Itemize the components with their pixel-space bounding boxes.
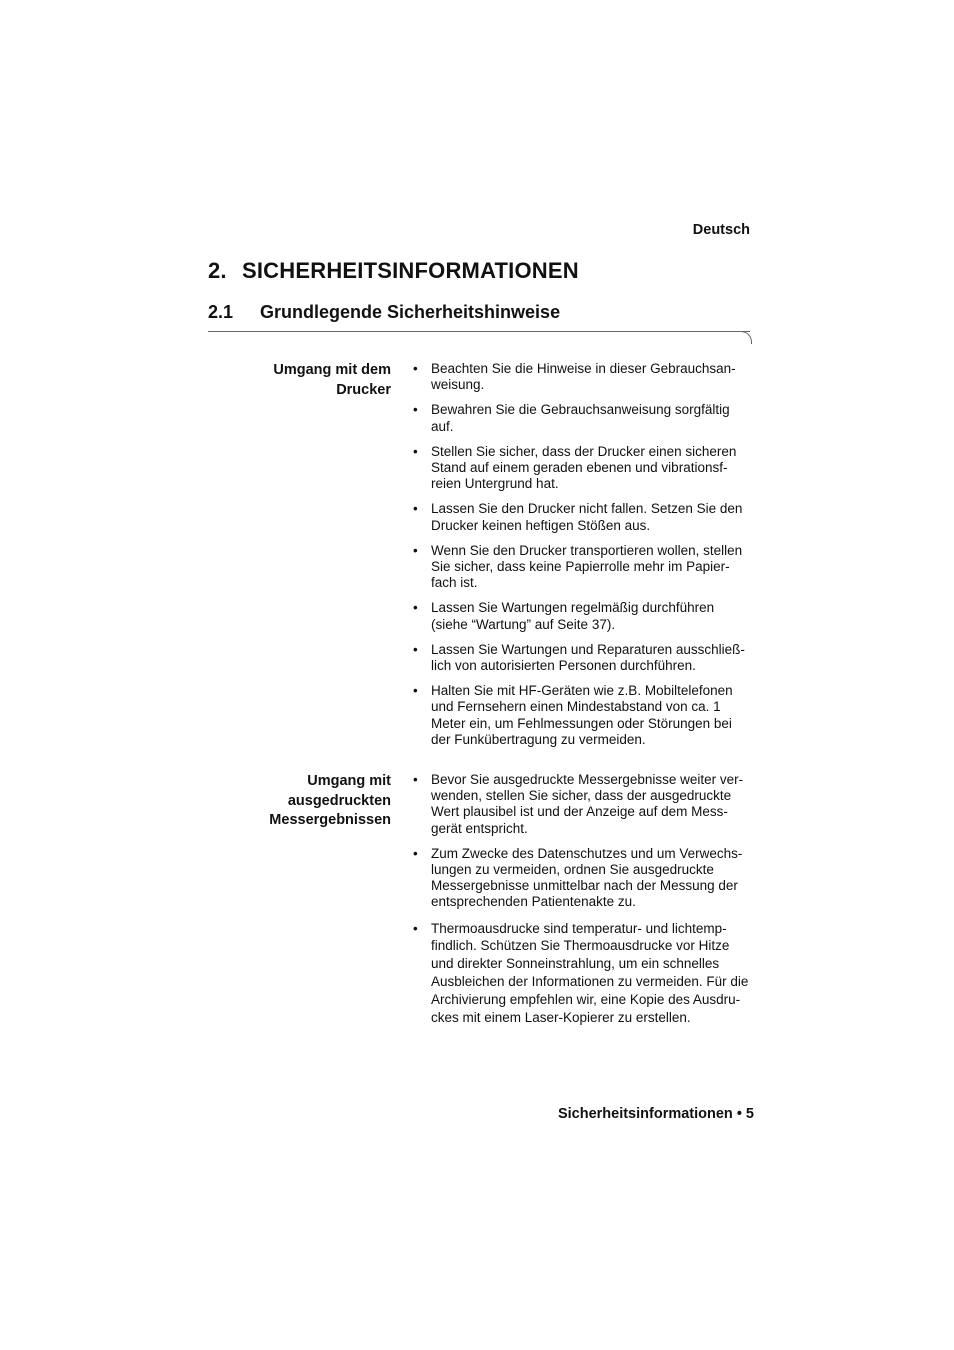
list-item-line: Bewahren Sie die Gebrauchsanweisung sorgfältig bbox=[431, 402, 730, 418]
bullet-icon: • bbox=[413, 772, 418, 787]
list-item-line: Sie sicher, dass keine Papierrolle mehr im Papier- bbox=[431, 559, 730, 575]
bullet-icon: • bbox=[413, 920, 418, 936]
list-item-line: Lassen Sie Wartungen und Reparaturen ausschließ- bbox=[431, 641, 745, 657]
list-item-line: Bevor Sie ausgedruckte Messergebnisse weiter ver- bbox=[431, 772, 744, 787]
list-item bbox=[412, 772, 756, 837]
block-label-line: ausgedruckten bbox=[287, 792, 391, 809]
list-item bbox=[412, 543, 756, 592]
list-item bbox=[412, 444, 756, 493]
list-item-line: fach ist. bbox=[431, 575, 478, 591]
block-label-line: Messergebnissen bbox=[269, 812, 391, 828]
block-label-line: Umgang mit dem bbox=[273, 362, 391, 378]
list-item-line: entsprechenden Patientenakte zu. bbox=[431, 894, 636, 910]
bullet-icon: • bbox=[413, 683, 418, 699]
list-item-line: ckes mit einem Laser-Kopierer zu erstellen. bbox=[431, 1009, 691, 1025]
chapter-number: 2. bbox=[208, 258, 227, 283]
section-number: 2.1 bbox=[208, 302, 234, 322]
block-label-line: Drucker bbox=[336, 381, 391, 398]
bullet-icon: • bbox=[413, 542, 418, 558]
list-item bbox=[412, 402, 756, 434]
bullet-icon: • bbox=[413, 641, 418, 657]
list-item-line: lich von autorisierten Personen durchführen. bbox=[431, 658, 696, 674]
section-heading bbox=[208, 302, 560, 323]
list-item-line: und Fernsehern einen Mindestabstand von ca. 1 bbox=[431, 699, 721, 715]
block-label bbox=[208, 361, 391, 400]
block-label-line: Umgang mit bbox=[307, 773, 391, 789]
section-divider bbox=[208, 331, 750, 332]
list-item bbox=[412, 683, 756, 748]
list-item-line: Ausbleichen der Informationen zu vermeiden. Für die bbox=[431, 974, 749, 990]
list-item-line: Halten Sie mit HF-Geräten wie z.B. Mobiltelefonen bbox=[431, 683, 733, 699]
bullet-icon: • bbox=[413, 361, 418, 376]
list-item-line: gerät entspricht. bbox=[431, 820, 528, 836]
list-item-line: lungen zu vermeiden, ordnen Sie ausgedruckte bbox=[431, 862, 714, 878]
list-item-line: Stellen Sie sicher, dass der Drucker einen sicheren bbox=[431, 443, 737, 459]
list-item-line: Lassen Sie den Drucker nicht fallen. Setzen Sie den bbox=[431, 501, 743, 517]
list-item-line: Messergebnisse unmittelbar nach der Messung der bbox=[431, 878, 738, 894]
chapter-heading bbox=[208, 258, 579, 284]
list-item-line: Thermoausdrucke sind temperatur- und lichtemp- bbox=[431, 920, 727, 936]
list-item bbox=[412, 501, 756, 533]
list-item-line: Beachten Sie die Hinweise in dieser Gebrauchsan- bbox=[431, 361, 736, 376]
list-item-line: findlich. Schützen Sie Thermoausdrucke vor Hitze bbox=[431, 938, 730, 954]
bullet-list bbox=[412, 361, 756, 757]
list-item-line: weisung. bbox=[431, 377, 485, 393]
bullet-list bbox=[412, 772, 756, 1035]
list-item bbox=[412, 920, 756, 1027]
list-item-line: Wenn Sie den Drucker transportieren wollen, stellen bbox=[431, 542, 743, 558]
list-item-line: der Funkübertragung zu vermeiden. bbox=[431, 731, 646, 747]
list-item-line: Wert plausibel ist und der Anzeige auf dem Mess- bbox=[431, 804, 728, 820]
list-item bbox=[412, 361, 756, 393]
list-item bbox=[412, 642, 756, 674]
list-item-line: Zum Zwecke des Datenschutzes und um Verwechs- bbox=[431, 845, 743, 861]
list-item-line: und direkter Sonneinstrahlung, um ein schnelles bbox=[431, 956, 720, 972]
bullet-icon: • bbox=[413, 402, 418, 418]
list-item-line: Lassen Sie Wartungen regelmäßig durchführen bbox=[431, 600, 715, 616]
page-footer: Sicherheitsinformationen • 5 bbox=[557, 1106, 754, 1122]
section-title: Grundlegende Sicherheitshinweise bbox=[260, 302, 561, 322]
language-label: Deutsch bbox=[692, 222, 750, 238]
bullet-icon: • bbox=[413, 501, 418, 517]
list-item-line: Drucker keinen heftigen Stößen aus. bbox=[431, 517, 651, 533]
list-item bbox=[412, 600, 756, 632]
chapter-title: SICHERHEITSINFORMATIONEN bbox=[242, 258, 579, 283]
bullet-icon: • bbox=[413, 443, 418, 459]
bullet-icon: • bbox=[413, 600, 418, 616]
bullet-icon: • bbox=[413, 845, 418, 861]
list-item-line: Stand auf einem geraden ebenen und vibrationsf- bbox=[431, 460, 728, 476]
list-item-line: (siehe “Wartung” auf Seite 37). bbox=[431, 616, 616, 632]
list-item bbox=[412, 846, 756, 911]
list-item-line: reien Untergrund hat. bbox=[431, 476, 559, 492]
list-item-line: wenden, stellen Sie sicher, dass der ausgedruckte bbox=[431, 788, 732, 804]
list-item-line: Archivierung empfehlen wir, eine Kopie des Ausdru- bbox=[431, 991, 741, 1007]
list-item-line: Meter ein, um Fehlmessungen oder Störungen bei bbox=[431, 715, 732, 731]
section-divider-corner bbox=[740, 331, 752, 344]
list-item-line: auf. bbox=[431, 418, 454, 434]
block-label bbox=[208, 772, 391, 831]
